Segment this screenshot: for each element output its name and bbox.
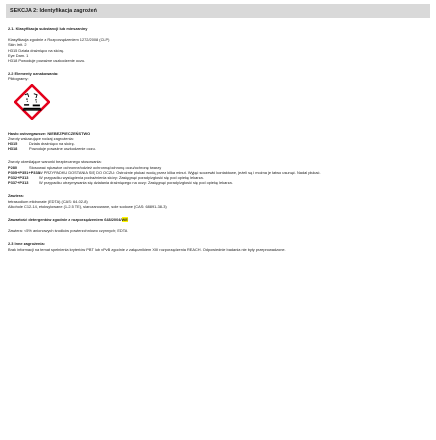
other-hazards-text: Brak informacji na temat spełnienia kryteriów PBT lub vPvB zgodnie z załącznikiem XIII rozporządzenia REACH. Odpowiednie badania nie były przeprowadzone. — [8, 246, 286, 252]
precaution-code: P332+P313 — [8, 175, 29, 181]
section-header — [6, 4, 430, 18]
classification-line: H318 Powoduje poważne uszkodzenie oczu. — [8, 58, 86, 64]
ingredient-line: tetrasodium etidronate (EDTA) (CAS: 64-02-8) — [8, 198, 88, 204]
label-elements-heading: 2.2 Elementy oznakowania: — [8, 71, 59, 77]
section-content — [0, 18, 436, 252]
precaution-text: W przypadku utrzymywania się działania drażniącego na oczy: Zasięgnąć porady/zgłosić się pod opiekę lekarza. — [39, 180, 233, 186]
classification-line: Skin Irrit. 2 — [8, 42, 27, 48]
clp-label: Klasyfikacja zgodnie z Rozporządzeniem 1272/2008 (CLP) — [8, 37, 110, 43]
precaution-text: W PRZYPADKU DOSTANIA SIĘ DO OCZU: Ostrożnie płukać wodą przez kilka minut. Wyjąć soczewki kontaktowe, jeżeli są i można je łatwo usunąć. Nadal płukać. — [39, 169, 321, 175]
contains-label: Zawiera: — [8, 193, 24, 199]
sds-page — [0, 4, 436, 440]
highlighted-text: WE — [121, 217, 128, 223]
other-hazards-heading: 2.3 Inne zagrożenia: — [8, 241, 45, 247]
section-title: SEKCJA 2: Identyfikacja zagrożeń — [10, 8, 97, 14]
precaution-text: Stosować rękawice ochronne/odzież ochronną/ochronę oczu/ochronę twarzy — [29, 164, 162, 170]
precaution-text: W przypadku wystąpienia podrażnienia skóry: Zasięgnąć porady/zgłosić się pod opiekę lekarza. — [39, 175, 204, 181]
classification-heading: 2.1. Klasyfikacja substancji lub mieszaniny — [8, 26, 88, 31]
hazard-label: Zwroty wskazujące rodzaj zagrożenia: — [8, 135, 74, 141]
precaution-label: Zwroty określające warunki bezpiecznego stosowania: — [8, 159, 102, 165]
hazard-text: Powoduje poważne uszkodzenie oczu. — [29, 146, 96, 152]
classification-line: Eye Dam. 1 — [8, 52, 29, 58]
precaution-code: P280 — [8, 164, 18, 170]
ingredient-line: Alkohole C12-14, etoksylowane (1-2.5 TE), siarczanowane, sole sodowe (CAS: 68891-38-3) — [8, 203, 167, 209]
signal-word: Hasło ostrzegawcze: NIEBEZPIECZEŃSTWO — [8, 130, 91, 136]
hazard-text: Działa drażniąco na skórę. — [29, 141, 75, 147]
pictograms-label: Piktogramy: — [8, 76, 29, 82]
classification-line: H315 Działa drażniąco na skórę. — [8, 47, 65, 53]
detergent-label-text: Zawartość detergentów zgodnie z rozporządzeniem 648/2004/WE — [8, 217, 128, 223]
hazard-code: H315 — [8, 141, 18, 147]
detergent-text: Zawiera: <5% anionowych środków powierzchniowo czynnych; EDTA — [8, 228, 128, 234]
corrosion-ghs05-icon — [14, 84, 50, 120]
precaution-code: P305+P351+P338 — [8, 169, 40, 175]
precaution-code: P337+P313 — [8, 180, 29, 186]
hazard-code: H318 — [8, 146, 18, 152]
